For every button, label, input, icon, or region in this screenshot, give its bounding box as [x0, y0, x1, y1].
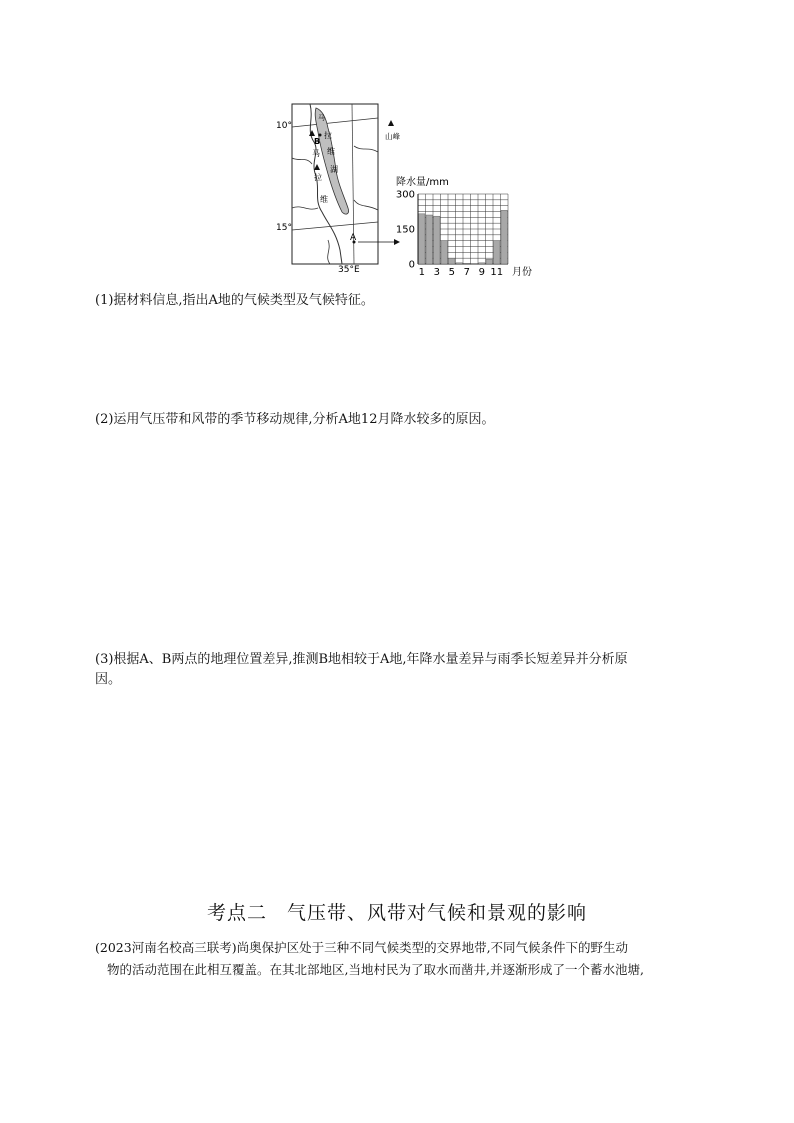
country-label-1: 马 [312, 149, 320, 158]
bar-month-2 [426, 215, 433, 264]
lake-label-4: 湖 [330, 165, 338, 174]
map-chart-figure [270, 100, 540, 282]
chart-y-ticks [396, 190, 415, 271]
material-paragraph [95, 937, 700, 981]
country-label-2: 拉 [314, 173, 322, 182]
point-b-label: B [314, 137, 321, 146]
bar-month-12 [501, 210, 508, 264]
question-2: (2)运用气压带和风带的季节移动规律,分析A地12月降水较多的原因。 [95, 412, 495, 427]
lake-label-3: 维 [327, 147, 335, 156]
question-3-line-1: (3)根据A、B两点的地理位置差异,推测B地相较于A地,年降水量差异与雨季长短差异并分析原 [95, 652, 628, 667]
x-tick-label: 3 [433, 267, 440, 278]
bar-month-9 [479, 263, 486, 264]
x-axis-unit: 月份 [512, 267, 532, 278]
latitude-label-top: 10° [276, 121, 292, 131]
legend-mountain-icon [388, 120, 394, 126]
bar-month-11 [494, 241, 501, 264]
x-tick-label: 11 [490, 267, 504, 278]
bar-month-3 [434, 216, 441, 264]
y-tick-label: 150 [395, 224, 415, 236]
material-line-2: 物的活动范围在此相互覆盖。在其北部地区,当地村民为了取水而凿井,并逐渐形成了一个蓄水池塘, [107, 962, 644, 977]
y-tick-label: 0 [408, 259, 415, 271]
chart-title: 降水量/mm [396, 177, 449, 188]
y-tick-label: 300 [395, 189, 415, 201]
legend-mountain-label: 山峰 [385, 132, 400, 141]
bar-month-1 [419, 214, 426, 264]
bar-month-6 [456, 263, 463, 264]
bar-month-5 [449, 258, 456, 264]
bar-month-10 [486, 259, 493, 264]
question-1: (1)据材料信息,指出A地的气候类型及气候特征。 [95, 293, 374, 308]
x-tick-label: 9 [478, 267, 485, 278]
longitude-label: 35°E [338, 265, 360, 275]
latitude-label-bottom: 15° [276, 223, 292, 233]
precipitation-chart [395, 172, 545, 282]
material-line-1: (2023河南名校高三联考)尚奥保护区处于三种不同气候类型的交界地带,不同气候条件下的野生动 [95, 940, 629, 955]
x-tick-label: 5 [448, 267, 455, 278]
question-3-line-2: 因。 [95, 672, 122, 687]
question-3 [95, 650, 695, 690]
x-tick-label: 7 [463, 267, 470, 278]
section-title: 考点二 气压带、风带对气候和景观的影响 [206, 902, 587, 924]
lake-label-1: 马 [318, 114, 325, 122]
country-label-3: 维 [320, 195, 328, 204]
x-tick-label: 1 [418, 267, 425, 278]
point-a-label: A [350, 233, 357, 243]
bar-month-7 [464, 263, 471, 264]
lake-label-2: 拉 [324, 131, 332, 140]
bar-month-4 [441, 241, 448, 264]
chart-x-ticks [419, 267, 504, 278]
